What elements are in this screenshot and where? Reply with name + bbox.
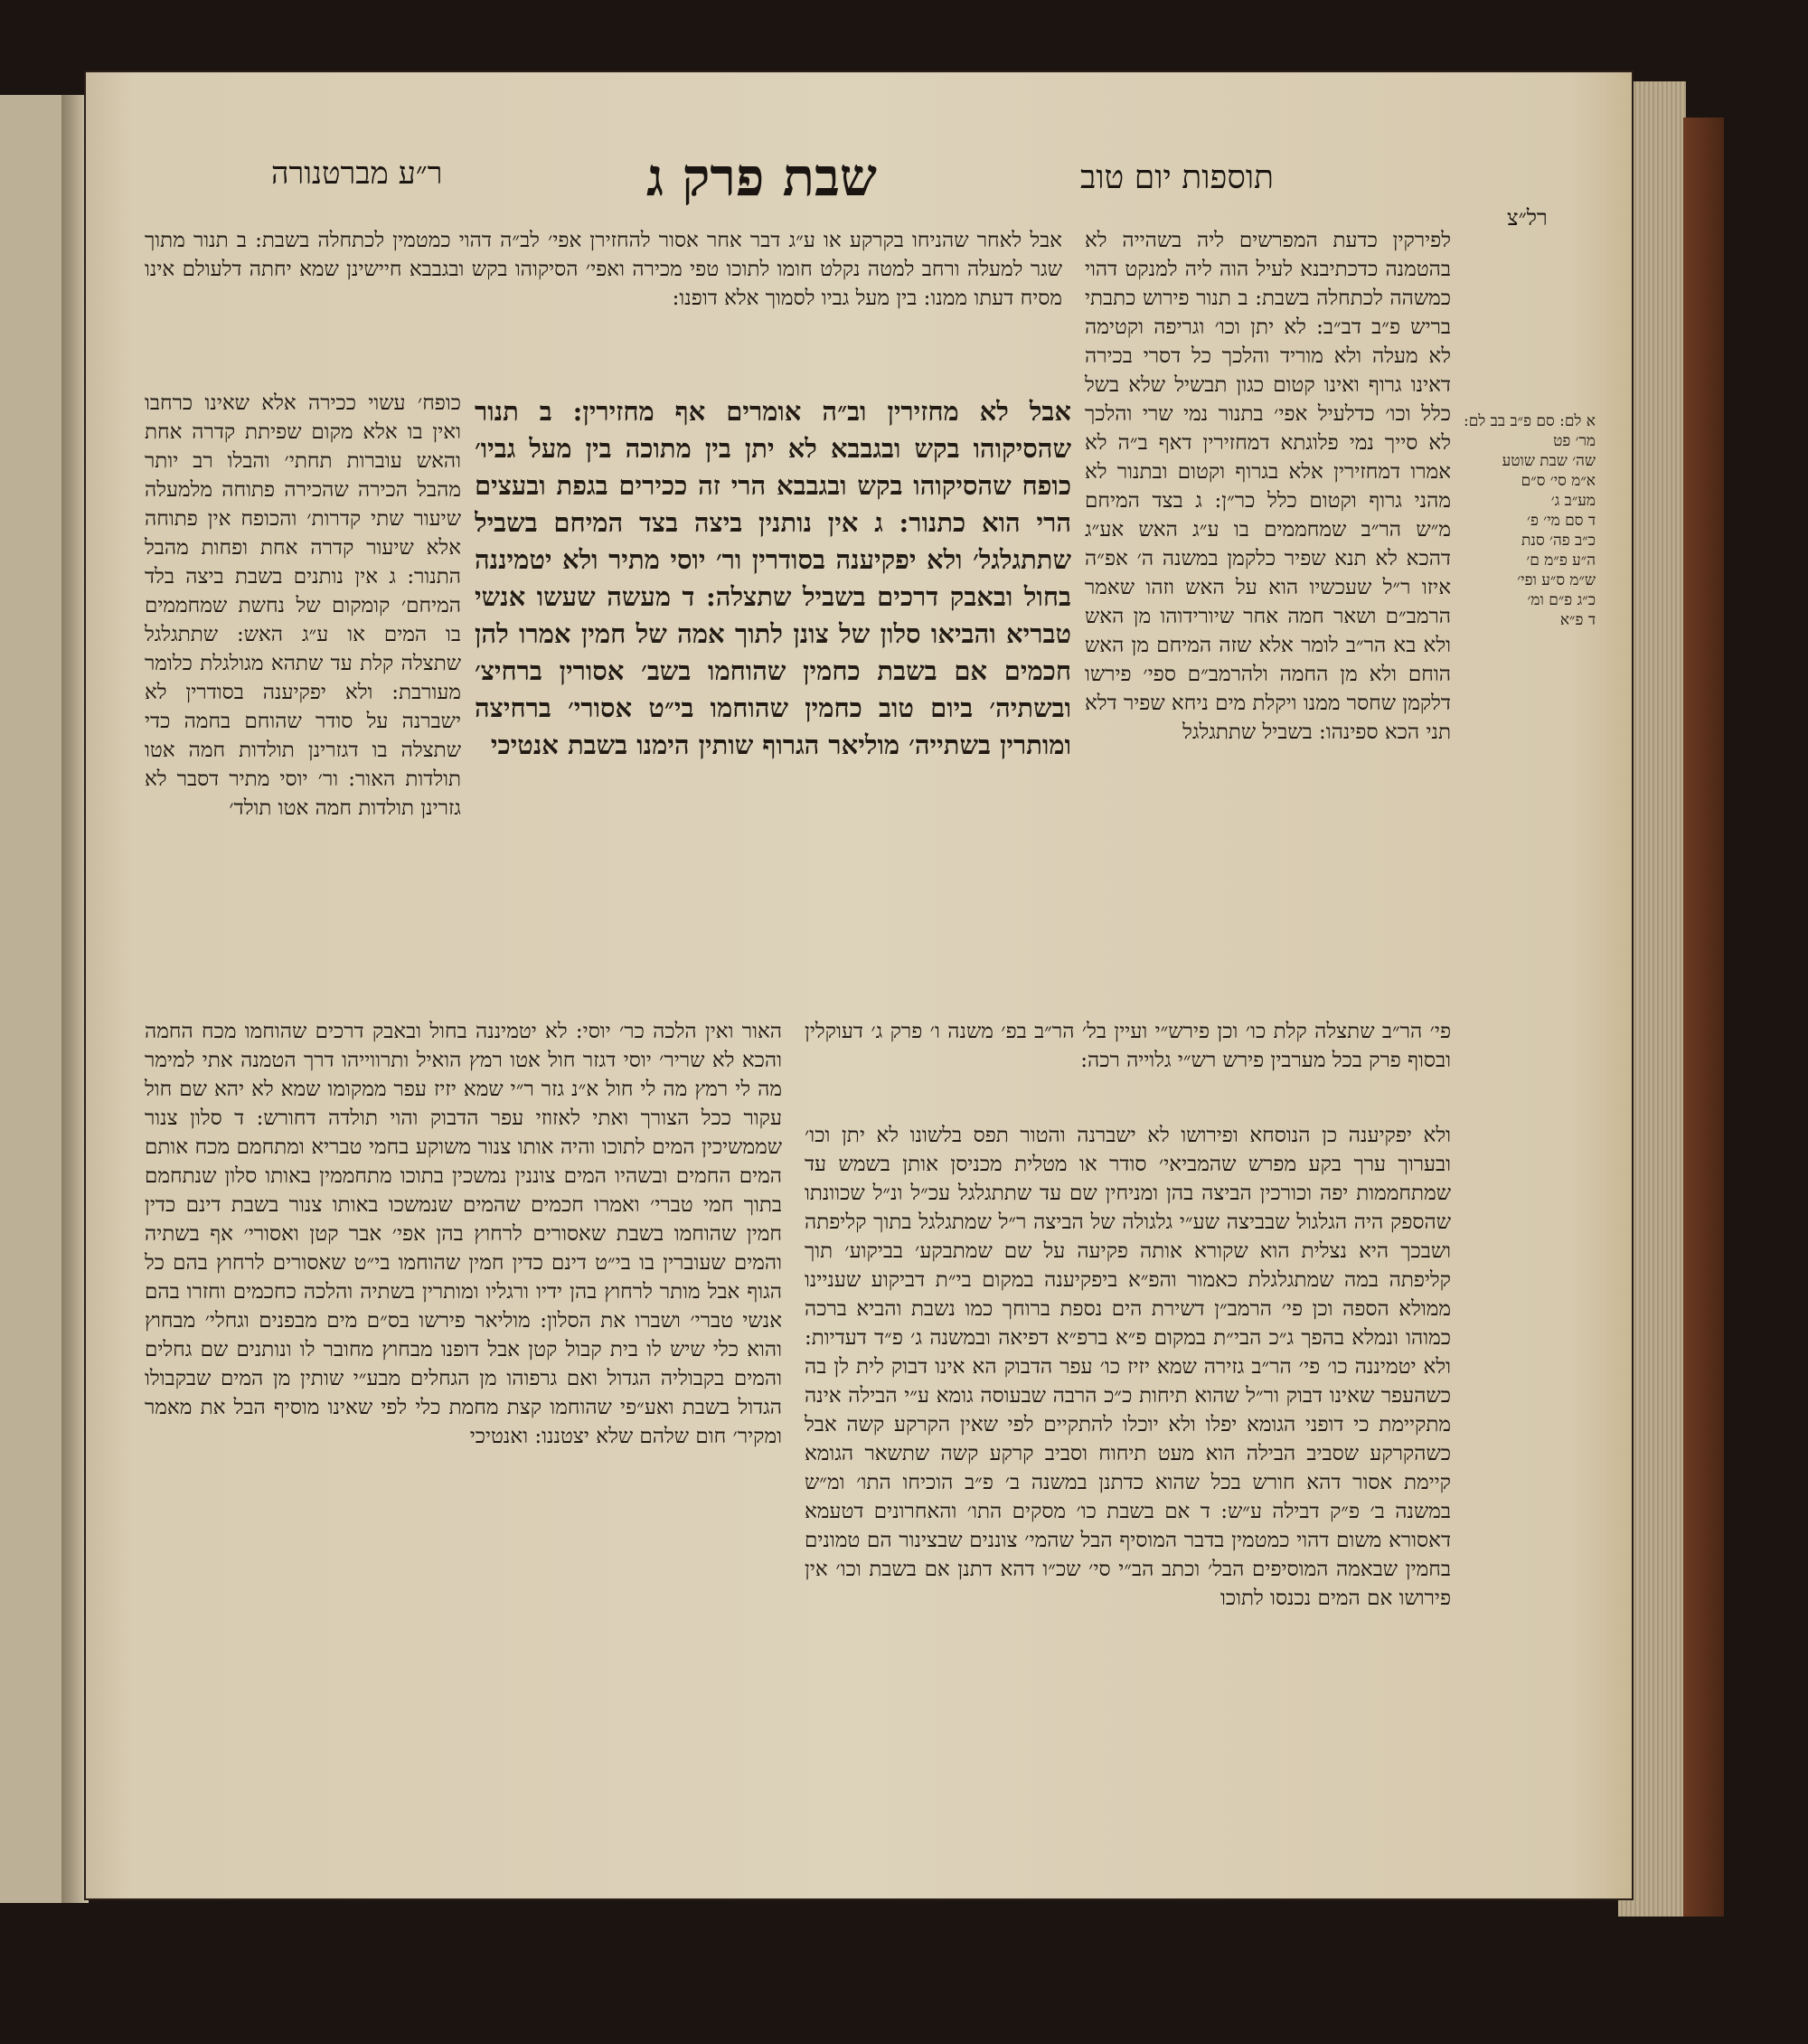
book-page <box>86 72 1632 1898</box>
header-bartenura-title: ר״ע מברטנורה <box>271 155 443 192</box>
mishnah-text: אבל לא מחזירין וב״ה אומרים אף מחזירין: ב תנור שהסיקוהו בקש ובגבבא לא יתן בין מתוכה בין מעל גביו׳ כופח שהסיקוהו בקש ובגבבא הרי זה ככירים בגפת ובעצים הרי הוא כתנור: ג אין נותנין ביצה בצד המיחם בשביל שתתגלגל׳ ולא יפקיענה בסודרין ור׳ יוסי מתיר ולא יטמיננה בחול ובאבק דרכים בשביל שתצלה: ד מעשה שעשו אנשי טבריא והביאו סלון של צונן לתוך אמה של חמין אמרו להן חכמים אם בשבת כחמין שהוחמו בשב׳ אסורין ברחיצ׳ ובשתיה׳ ביום טוב כחמין שהוחמו בי״ט אסורי׳ ברחיצה ומותרין בשתייה׳ מוליאר הגרוף שותין הימנו בשבת אנטיכי <box>475 396 1071 760</box>
margin-note: א״מ סי׳ ס״ם <box>1521 472 1596 490</box>
margin-note: ד סם מי׳ פ׳ <box>1527 512 1596 530</box>
book-cover-edge <box>1683 118 1724 1917</box>
margin-note: א לם: סם פ״ב בב לם: מר׳ פט <box>1463 412 1596 450</box>
margin-note: ד פ״א <box>1559 611 1596 629</box>
tosafot-text: פי׳ הר״ב שתצלה קלת כו׳ וכן פירש״י ועיין בל׳ הר״ב בפ׳ משנה ו׳ פרק ג׳ דעוקלין ובסוף פרק בכל מערבין פירש רש״י גלוייה רכה: <box>805 1020 1451 1072</box>
margin-note: כ״ג פ״ם ומ׳ <box>1527 591 1596 609</box>
header-tosafot-title: תוספות יום טוב <box>1080 159 1274 196</box>
margin-note: ה״ע פ״מ ם׳ <box>1526 551 1596 570</box>
tosafot-middle-block <box>805 1017 1451 1112</box>
tosafot-text: ולא יפקיענה כן הנוסחא ופירושו לא ישברנה והטור תפס בלשונו לא יתן וכו׳ ובערוך ערך בקע מפרש שהמביאי׳ סודר או מטלית מכניסן אותן בשמש עד שמתחממות יפה וכורכין הביצה בהן ומניחין שם עד שתתגלגל עכ״ל ונ״ל שכוונתו שהספק היה הגלגול שבביצה שע״י גלגולה של הביצה ר״ל שמתגלגל בתוך קליפתה ושבכך היא נצלית הוא שקורא אותה פקיעה על שם שמתבקע׳ בביקוע׳ תוך קליפתה במה שמתגלגלת כאמור והפ״א ביפקיענה במקום בי״ת דביקוע שעניינו ממולא הספה וכן פי׳ הרמב״ן דשירת הים נספת ברוחך כמו נשבת והביא ברכה כמוהו ונמלא בהפך ג״כ הבי״ת במקום פ״א ברפ״א דפיאה ובמשנה ג׳ פ״ד דעדיות: ולא יטמיננה כו׳ פי׳ הר״ב גזירה שמא יזיז כו׳ עפר הדבוק הא אינו דבוק לית לן בה כשהעפר שאינו דבוק ור״ל שהוא תיחות כ״כ הרבה שבעוסה גומא ע״י הבילה אינה מתקיימת כי דופני הגומא יפלו ולא יוכלו להתקיים לפי שאין הקרקע קשה אבל כשהקרקע שסביב הבילה הוא מעט תיחוח וסביב קרקע קשה שתשאר הגומא קיימת אסור דהא חורש בכל שהוא כדתנן במשנה ב׳ פ״ב הוכיחו התו׳ ומ״ש במשנה ב׳ פ״ק דבילה ע״ש: ד אם בשבת כו׳ מסקים התו׳ והאחרונים דטעמא דאסורא משום דהוי כמטמין בדבר המוסיף הבל שהמי׳ צוננים שבצינור הם טמונים בחמין שבאמה המוסיפים הבל׳ וכתב הב״י סי׳ שכ״ו דהא דתנן אם בשבת וכו׳ אין פירושו אם המים נכנסו לתוכו <box>805 1124 1451 1610</box>
bartenura-text: האור ואין הלכה כר׳ יוסי: לא יטמיננה בחול ובאבק דרכים שהוחמו מכח החמה והכא לא שריר׳ יוסי דגזר חול אטו רמץ הואיל ותרווייהו דרך הטמנה אתי למימר מה לי רמץ מה לי חול א״נ גזר ר״י שמא יזיז עפר ממקומו שמא לא יהא שם חול עקור ככל הצורך ואתי לאזוזי עפר הדבוק והוי תולדה דחורש: ד סלון צנור שממשיכין המים לתוכו והיה אותו צנור משוקע בחמי טבריא ומתחמם מכח אותם המים החמים ובשהיו המים צוננין נמשכין בתוכו מתחממין באותו סלון שנתחמם בתוך חמי טברי׳ ואמרו חכמים שהמים שנמשכו באותו צנור בשבת דינם כדין חמין שהוחמו בשבת שאסורים לרחוץ בהן אפי׳ אבר קטן ואסורי׳ אף בשתיה והמים שעוברין בו בי״ט דינם כדין חמין שהוחמו בי״ט שאסורים לרחוץ בהם כל הגוף אבל מותר לרחוץ בהן ידיו ורגליו ומותרין בשתיה והלכה כחכמים וחזרו בהם אנשי טברי׳ ושברו את הסלון: מוליאר פירשו בס״ם מים מבפנים וגחלי׳ מבחוץ והוא כלי שיש לו בית קבול קטן אבל דופנו מבחוץ מחובר לו ונותנים שם גחלים והמים בקבוליה הגדול ואם גרפוהו מן הגחלים מבע״י שותין מן המים שבקבולו הגדול בשבת ואע״פי שהוחמו קצת מחמת כלי לפי שאינו מוסיף הבל את מאמר ומקיר׳ חום שלהם שלא יצטננו: ואנטיכי <box>145 1020 782 1448</box>
header-tractate-chapter: שבת פרק ג <box>646 146 877 208</box>
bartenura-text: כופח׳ עשוי ככירה אלא שאינו כרחבו ואין בו אלא מקום שפיתת קדרה אחת והאש עוברות תחתי׳ והבלו רב יותר מהבל הכירה שהכירה פתוחה מלמעלה שיעור שתי קדרות׳ והכופח אין פתוחה אלא שיעור קדרה אחת ופחות מהבל התנור: ג אין נותנים בשבת ביצה בלד המיחם׳ קומקום של נחשת שמחממים בו המים או ע״ג האש: שתתגלגל שתצלה קלת עד שתהא מגולגלת כלומר מעורבת: ולא יפקיענה בסודרין לא ישברנה על סודר שהוחם בחמה כדי שתצלה בו דגזרינן תולדות חמה אטו תולדות האור: ור׳ יוסי מתיר דסבר לא גזרינן תולדות חמה אטו תולד׳ <box>145 391 461 820</box>
page-number: רל״צ <box>1507 205 1548 231</box>
book-gutter <box>61 95 89 1903</box>
tosafot-yom-tov-column <box>1085 226 1451 1022</box>
margin-note: ש״מ ס״ע ופי׳ <box>1517 571 1596 589</box>
tosafot-text: לפירקין כדעת המפרשים ליה בשהייה לא בהטמנה כדכתיבנא לעיל הוה ליה למנקט דהוי כמשהה לכתחלה בשבת: ב תנור פירוש כתבתי בריש פ״ב דב״ב: לא יתן וכו׳ וגריפה וקטימה לא מעלה ולא מוריד והלכך כל דסרי בכירה דאינו גרוף ואינו קטום כגון תבשיל שלא בשל כלל וכו׳ כדלעיל אפי׳ בתנור נמי שרי והלכך לא סייך נמי פלוגתא דמחזירין דאף ב״ה לא אמרו דמחזירין אלא בגרוף וקטום ובתנור לא מהני גרוף וקטום כלל כר״ן: ג בצד המיחם מ״ש הר״ב שמחממים בו ע״ג האש אע״ג דהכא לא תנא שפיר כלקמן במשנה ה׳ אפ״ה איזו ר״ל שעכשיו הוא על האש וזהו שאמר הרמב״ם ושאר חמה אחר שיורידוהו מן האש ולא בא הר״ב לומר אלא שזה המיחם מן האש הוחם ולא מן החמה ולהרמב״ם ספי׳ פירשו דלקמן שחסר ממנו ויקלת מים ניחא שפיר דלא תני הכא ספינהו: בשביל שתתגלגל <box>1085 229 1451 744</box>
bartenura-text: אבל לאחר שהניחו בקרקע או ע״ג דבר אחר אסור להחזירן אפי׳ לב״ה דהוי כמטמין לכתחלה בשבת: ב תנור מתוך שגר למעלה ורחב למטה נקלט חומו לתוכו טפי מכירה ואפי׳ הסיקוהו בקש ובגבבא חיישינן שמא יחתה דלעולם אינו מסיח דעתו ממנו: בין מעל גביו לסמוך אלא דופנו: <box>145 229 1062 310</box>
margin-note: כ״ב פה׳ סנת <box>1521 532 1596 550</box>
tosafot-bottom-column <box>805 1121 1451 1663</box>
marginal-notes <box>1451 411 1596 683</box>
bartenura-bottom-column <box>145 1017 782 1632</box>
margin-note: מע״ב ג׳ <box>1550 492 1596 510</box>
bartenura-left-column <box>145 389 461 1013</box>
bartenura-top-block <box>145 226 1062 384</box>
mishnah-text-block <box>475 393 1071 990</box>
margin-note: שה׳ שבת שוטע <box>1502 452 1596 470</box>
